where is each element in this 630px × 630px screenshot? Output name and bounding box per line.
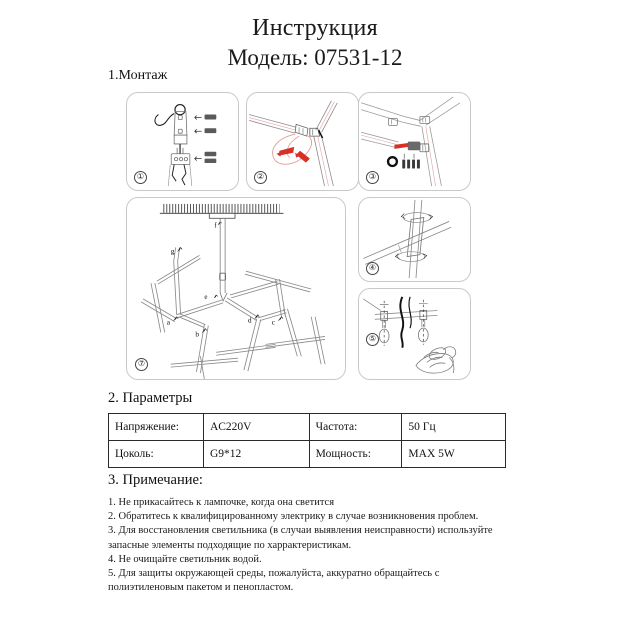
title-block: [0, 0, 630, 72]
table-row: [109, 441, 506, 468]
note-item: 2. Обратитесь к квалифицированному электрику в случае возникновения проблем.: [108, 511, 479, 523]
note-item: 5. Для защиты окружающей среды, пожалуйста, аккуратно обращайтесь с полиэтиленовым пакетом и пенопластом.: [108, 568, 440, 594]
param-key-socket: Цоколь:: [109, 441, 204, 468]
assembly-step-2-panel: [246, 92, 359, 191]
table-row: [109, 414, 506, 441]
model-number: Модель: 07531-12: [227, 45, 403, 70]
assembly-step-1-panel: [126, 92, 239, 191]
notes-list: [108, 496, 508, 595]
param-key-frequency: Частота:: [309, 414, 402, 441]
param-value-frequency: 50 Гц: [402, 414, 506, 441]
label-c: c: [271, 317, 275, 327]
assembly-step-5-panel: [358, 288, 471, 380]
parameters-section-heading: 2. Параметры: [108, 390, 193, 406]
assembly-overview-panel: [126, 197, 346, 380]
parameters-table: [108, 413, 506, 468]
label-g: g: [170, 246, 175, 256]
step-number-4: ④: [366, 262, 379, 275]
note-item: 4. Не очищайте светильник водой.: [108, 553, 262, 565]
param-value-socket: G9*12: [203, 441, 309, 468]
label-b: b: [195, 329, 200, 339]
param-value-power: MAX 5W: [402, 441, 506, 468]
step-number-2: ②: [254, 171, 267, 184]
label-a: a: [166, 317, 171, 327]
param-key-voltage: Напряжение:: [109, 414, 204, 441]
step-number-5: ⑤: [366, 333, 379, 346]
note-item: 1. Не прикасайтесь к лампочке, когда она светится: [108, 497, 335, 508]
label-f: f: [214, 222, 217, 230]
assembly-step-4-panel: [358, 197, 471, 282]
assembly-section-heading: 1.Монтаж: [108, 68, 168, 83]
label-e: e: [204, 293, 208, 301]
param-value-voltage: AC220V: [203, 414, 309, 441]
step-number-3: ③: [366, 171, 379, 184]
note-item: 3. Для восстановления светильника (в случаи выявления неисправности) используйте запасные элементы подходящие по харрактеристикам.: [108, 525, 493, 551]
document-title: Инструкция: [252, 15, 378, 41]
step-number-1: ①: [134, 171, 147, 184]
assembly-step-3-panel: [358, 92, 471, 191]
notes-section-heading: 3. Примечание:: [108, 472, 203, 488]
param-key-power: Мощность:: [309, 441, 402, 468]
label-d: d: [247, 315, 252, 325]
step-number-7: ⑦: [135, 358, 148, 371]
